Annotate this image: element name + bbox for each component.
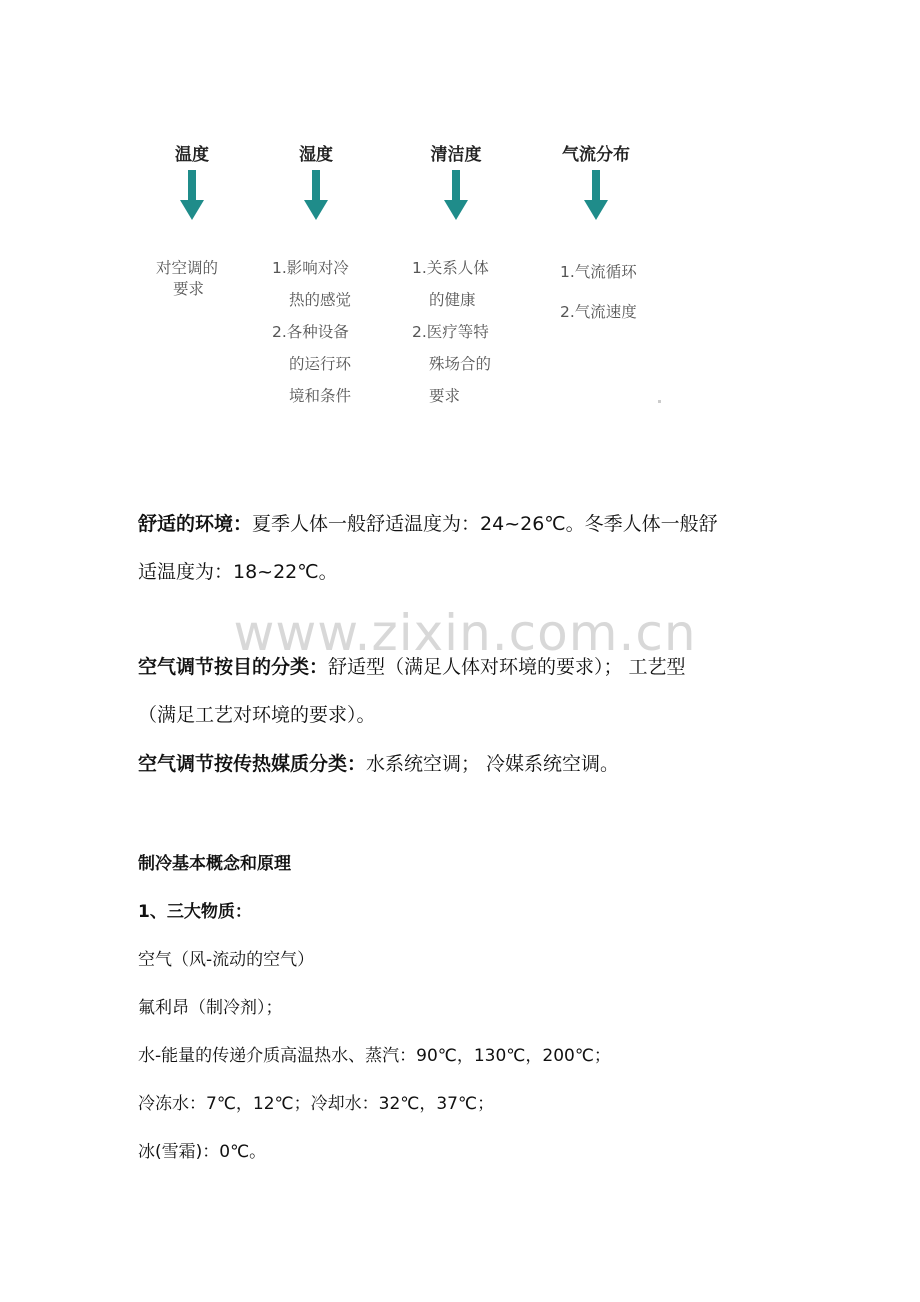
list-item: 冷冻水：7℃，12℃；冷却水：32℃，37℃； xyxy=(138,1094,495,1114)
column-text-line: 1.关系人体 xyxy=(412,259,489,277)
column-text-line: 的健康 xyxy=(429,291,476,309)
medium-paragraph xyxy=(138,740,788,788)
column-text-line: 2.气流速度 xyxy=(560,303,637,321)
section-title: 制冷基本概念和原理 xyxy=(138,854,291,874)
comfort-text-line2: 适温度为：18~22℃。 xyxy=(138,561,338,583)
column-heading: 清洁度 xyxy=(430,145,482,165)
column-text-line: 2.医疗等特 xyxy=(412,323,489,341)
column-text-line: 的运行环 xyxy=(289,355,352,373)
purpose-text-line2: （满足工艺对环境的要求）。 xyxy=(138,704,376,726)
column-text-line: 殊场合的 xyxy=(429,355,492,373)
medium-text: 水系统空调； 冷媒系统空调。 xyxy=(366,753,620,775)
column-text-line: 要求 xyxy=(173,280,205,298)
air-conditioning-requirements-diagram xyxy=(140,120,680,420)
purpose-paragraph xyxy=(138,643,788,739)
medium-label: 空气调节按传热媒质分类： xyxy=(138,753,367,775)
list-item: 氟利昂（制冷剂）； xyxy=(138,998,283,1018)
image-corner-mark xyxy=(658,400,661,403)
column-text-line: 境和条件 xyxy=(289,387,352,405)
down-arrow-icon xyxy=(444,170,468,220)
column-text-line: 要求 xyxy=(429,387,461,405)
column-text-line: 热的感觉 xyxy=(289,291,352,309)
down-arrow-icon xyxy=(180,170,204,220)
comfort-paragraph xyxy=(138,500,788,596)
list-item: 冰(雪霜)：0℃。 xyxy=(138,1142,267,1162)
column-text-line: 对空调的 xyxy=(156,259,219,277)
column-heading: 湿度 xyxy=(299,145,333,165)
column-text-line: 2.各种设备 xyxy=(272,323,349,341)
list-item: 水-能量的传递介质高温热水、蒸汽：90℃，130℃，200℃； xyxy=(138,1046,611,1066)
subsection-title: 1、三大物质： xyxy=(138,902,252,922)
down-arrow-icon xyxy=(584,170,608,220)
column-text-line: 1.气流循环 xyxy=(560,263,637,281)
purpose-text-line1: 舒适型（满足人体对环境的要求）； 工艺型 xyxy=(328,656,686,678)
column-text-line: 1.影响对冷 xyxy=(272,259,349,277)
column-heading: 温度 xyxy=(175,145,209,165)
watermark: www.zixin.com.cn xyxy=(233,604,697,662)
comfort-text-line1: 夏季人体一般舒适温度为：24~26℃。冬季人体一般舒 xyxy=(252,513,718,535)
down-arrow-icon xyxy=(304,170,328,220)
column-heading: 气流分布 xyxy=(562,145,630,165)
purpose-label: 空气调节按目的分类： xyxy=(138,656,329,678)
comfort-label: 舒适的环境： xyxy=(138,513,253,535)
list-item: 空气（风-流动的空气） xyxy=(138,950,315,970)
